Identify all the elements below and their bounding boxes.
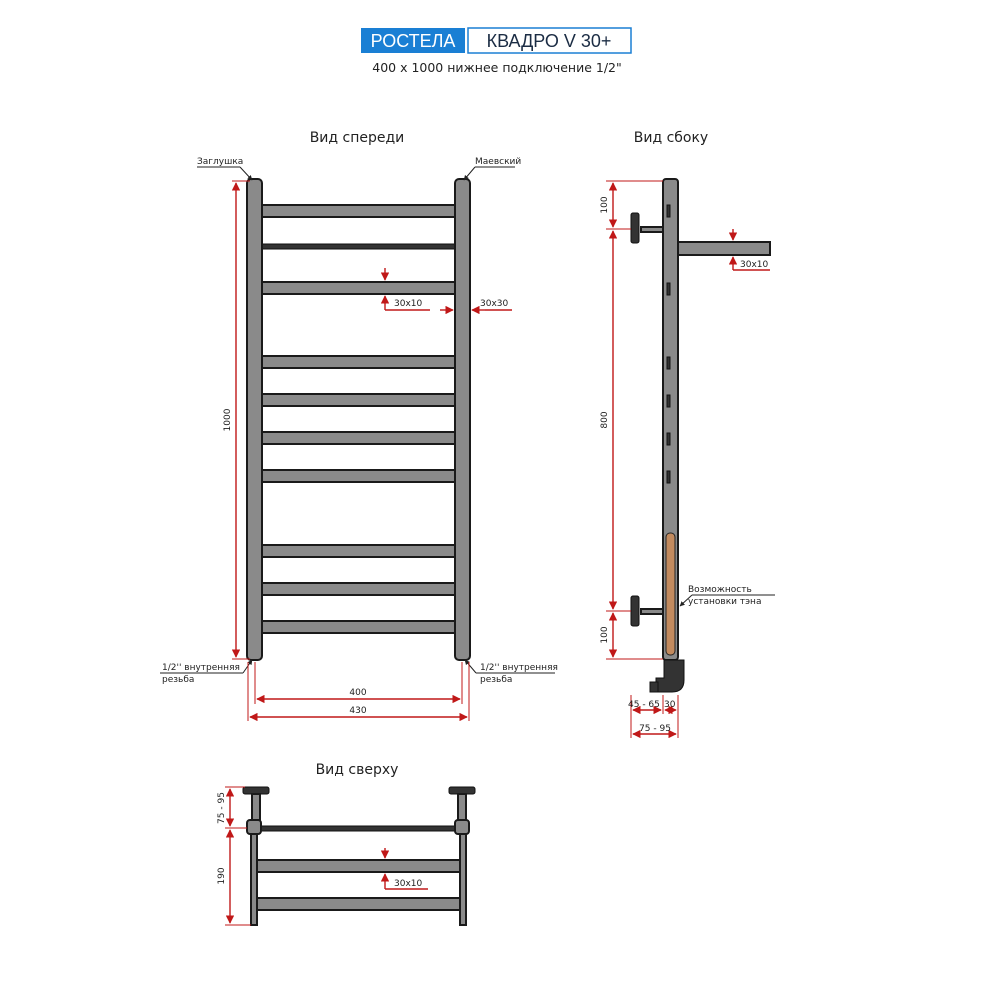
- connector-nut: [650, 682, 658, 692]
- side-view-title: Вид сбоку: [633, 130, 709, 146]
- top-offset-dimension: 75 - 95: [217, 792, 227, 824]
- post-mark: [667, 433, 670, 445]
- width-outer-dimension: 430: [349, 706, 367, 716]
- top-rod: [255, 826, 465, 831]
- top-left-wall-mount: [243, 787, 269, 794]
- post-mark: [667, 357, 670, 369]
- height-dimension: 1000: [223, 408, 233, 432]
- post-dimension: 30х30: [480, 299, 509, 309]
- brand-name: РОСТЕЛА: [370, 31, 456, 51]
- top-right-post: [455, 820, 469, 834]
- top-left-post: [247, 820, 261, 834]
- front-bar: [262, 621, 456, 633]
- post-mark: [667, 395, 670, 407]
- bar-dimension: 30х10: [394, 299, 423, 309]
- side-bar-dimension: 30х10: [740, 260, 769, 270]
- side-view: [600, 130, 775, 738]
- heater-label-2: установки тэна: [688, 597, 762, 607]
- top-bar-dimension: 30х10: [394, 879, 423, 889]
- upper-wall-mount: [631, 213, 639, 243]
- page-subtitle: 400 х 1000 нижнее подключение 1/2": [372, 60, 622, 75]
- side-bar: [678, 242, 770, 255]
- front-view-title: Вид спереди: [309, 130, 405, 146]
- front-bar: [262, 205, 456, 217]
- bottom-right-thread-label-2: резьба: [480, 675, 513, 685]
- width-inner-dimension: 400: [349, 688, 367, 698]
- front-rod: [255, 244, 463, 249]
- front-left-post: [247, 179, 262, 660]
- depth-dim-2: 30: [664, 700, 676, 710]
- front-bar: [262, 356, 456, 368]
- front-bar: [262, 432, 456, 444]
- top-right-bracket: [458, 794, 466, 820]
- top-view: [217, 762, 475, 925]
- side-dim-middle: 800: [600, 411, 610, 429]
- plug-label: Заглушка: [197, 157, 244, 167]
- depth-dim-1: 45 - 65: [628, 700, 660, 710]
- front-bar: [262, 583, 456, 595]
- front-bar: [262, 282, 456, 294]
- top-left-rail: [251, 833, 257, 925]
- top-view-title: Вид сверху: [315, 762, 399, 778]
- heater-label: Возможность: [688, 585, 752, 595]
- plug-leader-arrow: [240, 167, 252, 180]
- bottom-connector: [656, 660, 684, 692]
- model-name: КВАДРО V 30+: [486, 31, 612, 51]
- mayevsky-label: Маевский: [475, 157, 522, 167]
- top-right-wall-mount: [449, 787, 475, 794]
- bottom-left-thread-label-2: резьба: [162, 675, 195, 685]
- post-mark: [667, 283, 670, 295]
- top-left-bracket: [252, 794, 260, 820]
- heater-zone: [666, 533, 675, 655]
- mayevsky-leader-arrow: [464, 167, 475, 180]
- top-depth-dimension: 190: [217, 867, 227, 885]
- front-bars: [262, 205, 456, 633]
- bottom-right-thread-label: 1/2'' внутренняя: [480, 663, 558, 673]
- side-dim-top: 100: [600, 196, 610, 214]
- depth-dim-total: 75 - 95: [639, 724, 671, 734]
- front-right-post: [455, 179, 470, 660]
- bottom-left-thread-label: 1/2'' внутренняя: [162, 663, 240, 673]
- lower-bracket-arm: [641, 609, 663, 614]
- lower-wall-mount: [631, 596, 639, 626]
- top-bar: [257, 898, 461, 910]
- side-dim-bottom: 100: [600, 626, 610, 644]
- top-right-rail: [460, 833, 466, 925]
- top-bar: [257, 860, 461, 872]
- front-bar: [262, 470, 456, 482]
- front-bar: [262, 545, 456, 557]
- front-view: [160, 130, 558, 721]
- bottom-right-leader: [465, 660, 476, 673]
- header: [361, 28, 631, 75]
- front-bar: [262, 394, 456, 406]
- post-mark: [667, 471, 670, 483]
- post-mark: [667, 205, 670, 217]
- upper-bracket-arm: [641, 227, 663, 232]
